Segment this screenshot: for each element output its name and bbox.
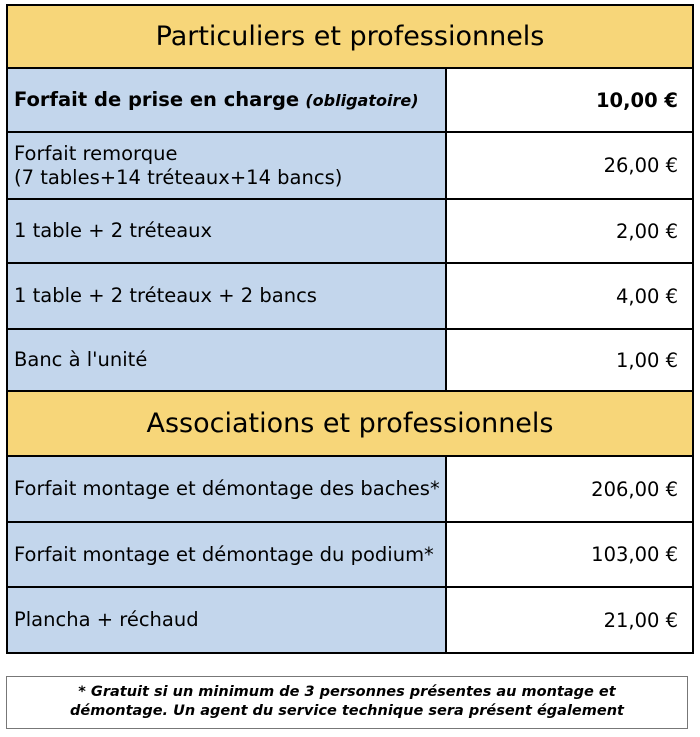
table-row [7, 587, 693, 653]
item-price: 4,00 € [446, 263, 693, 329]
item-price: 21,00 € [446, 587, 693, 653]
table-row [7, 132, 693, 199]
item-label [7, 132, 446, 199]
item-price: 26,00 € [446, 132, 693, 199]
item-label: Banc à l'unité [7, 329, 446, 391]
item-price: 103,00 € [446, 522, 693, 587]
item-note: (obligatoire) [305, 90, 419, 110]
section-title: Particuliers et professionnels [7, 5, 693, 68]
item-price: 2,00 € [446, 199, 693, 263]
item-label [7, 68, 446, 132]
table-row [7, 456, 693, 522]
item-label: Forfait montage et démontage des baches* [7, 456, 446, 522]
table-row [7, 522, 693, 587]
item-label-text: Forfait de prise en charge [14, 87, 300, 111]
item-label-line2: (7 tables+14 tréteaux+14 bancs) [14, 165, 343, 189]
item-price: 10,00 € [446, 68, 693, 132]
table-row [7, 68, 693, 132]
section-header [7, 391, 693, 456]
item-label: Forfait montage et démontage du podium* [7, 522, 446, 587]
table-row [7, 199, 693, 263]
item-label-line1: Forfait remorque [14, 141, 178, 165]
price-table [6, 4, 694, 654]
item-price: 206,00 € [446, 456, 693, 522]
item-label: 1 table + 2 tréteaux + 2 bancs [7, 263, 446, 329]
item-label: 1 table + 2 tréteaux [7, 199, 446, 263]
table-row [7, 329, 693, 391]
item-label: Plancha + réchaud [7, 587, 446, 653]
footnote: * Gratuit si un minimum de 3 personnes présentes au montage et démontage. Un agent du service technique sera présent également [6, 676, 688, 729]
table-row [7, 263, 693, 329]
item-price: 1,00 € [446, 329, 693, 391]
section-header [7, 5, 693, 68]
section-title: Associations et professionnels [7, 391, 693, 456]
